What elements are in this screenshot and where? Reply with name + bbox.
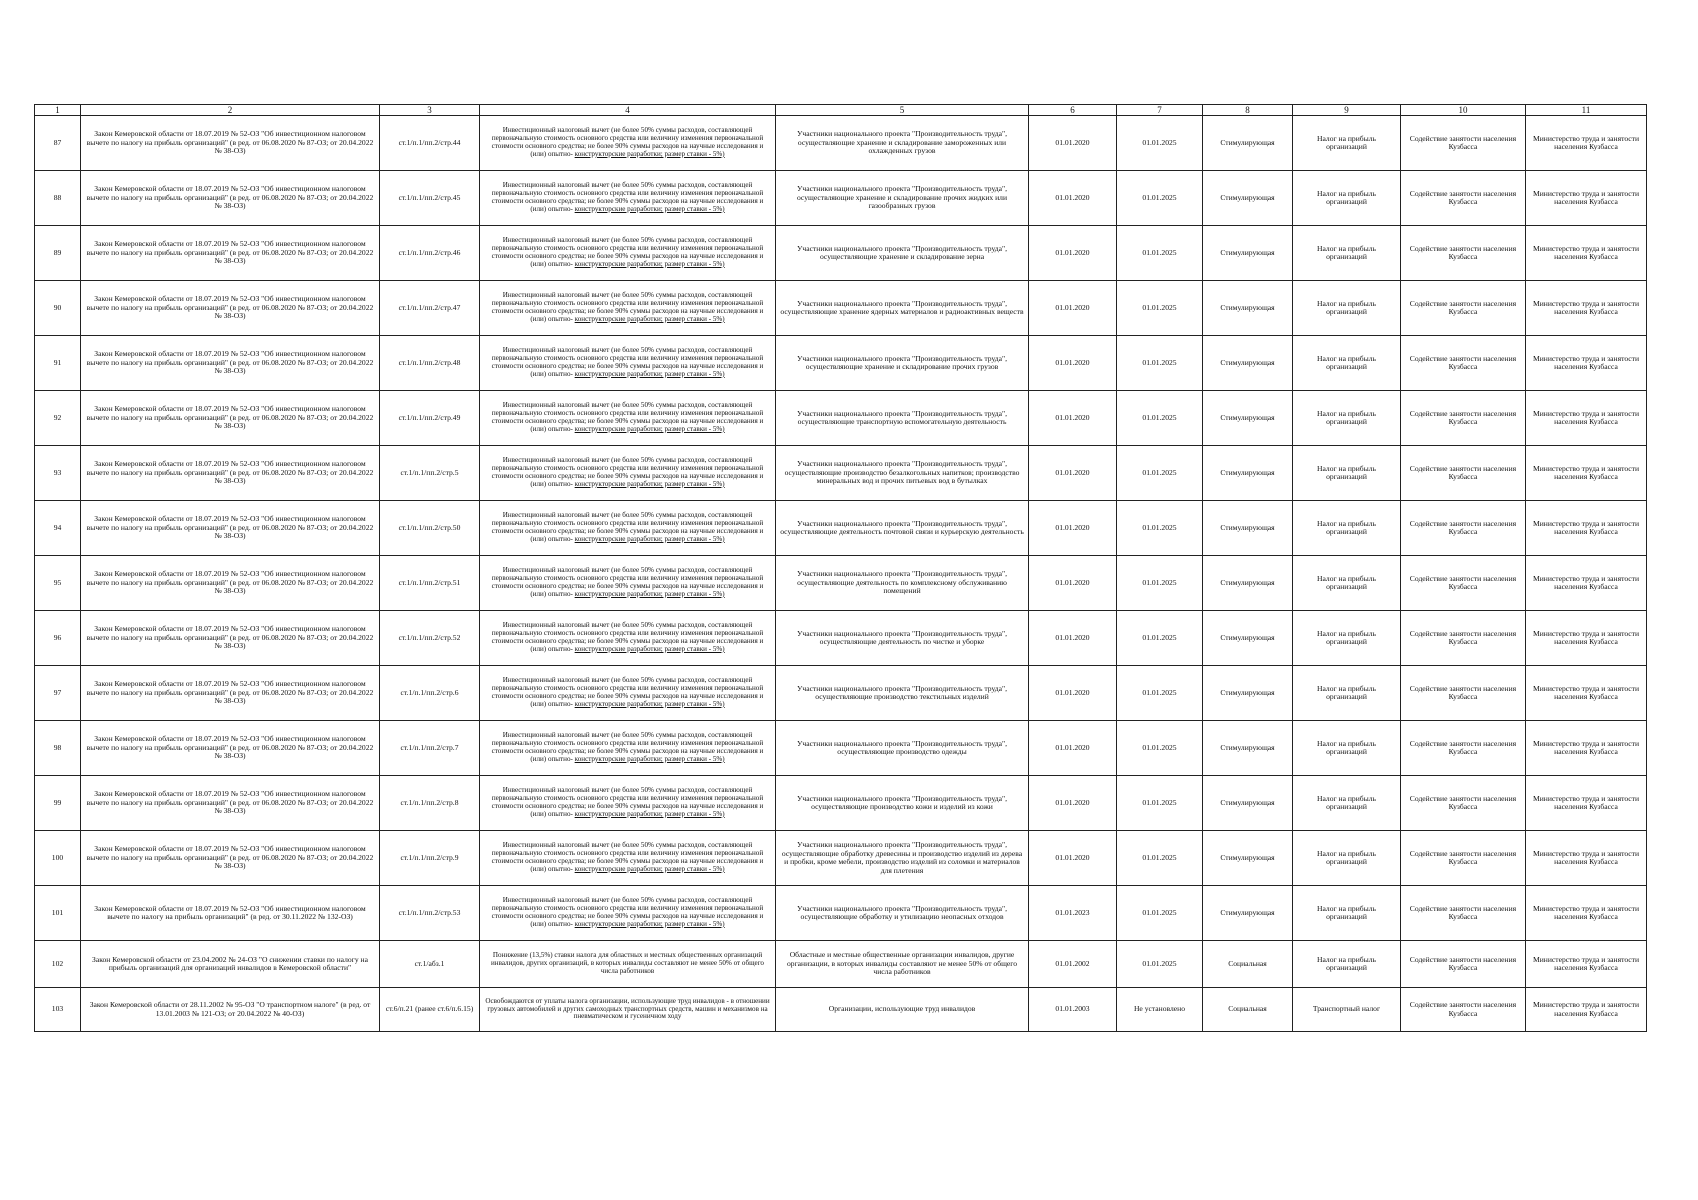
law-reference-cell: Закон Кемеровской области от 18.07.2019 № 52-ОЗ "Об инвестиционном налоговом вычете по налогу на прибыль организаций" (в ред. от 06.08.2020 № 87-ОЗ; от 20.04.2022 № 38-ОЗ) bbox=[81, 281, 380, 336]
curator-cell: Министерство труда и занятости населения Кузбасса bbox=[1526, 611, 1647, 666]
column-header-10: 10 bbox=[1401, 105, 1526, 116]
end-date-cell: 01.01.2025 bbox=[1117, 941, 1203, 988]
goal-cell: Содействие занятости населения Кузбасса bbox=[1401, 556, 1526, 611]
benefit-type-cell: Стимулирующая bbox=[1203, 391, 1293, 446]
end-date-cell: 01.01.2025 bbox=[1117, 501, 1203, 556]
start-date-cell: 01.01.2003 bbox=[1029, 988, 1117, 1032]
benefit-type-cell: Стимулирующая bbox=[1203, 611, 1293, 666]
curator-cell: Министерство труда и занятости населения Кузбасса bbox=[1526, 988, 1647, 1032]
column-header-11: 11 bbox=[1526, 105, 1647, 116]
benefit-description-tail: конструкторские разработки; размер ставки - 5%) bbox=[574, 424, 725, 433]
column-header-6: 6 bbox=[1029, 105, 1117, 116]
start-date-cell: 01.01.2020 bbox=[1029, 281, 1117, 336]
benefit-description-text: Инвестиционный налоговый вычет (не более 50% суммы расходов, составляющей первоначальную стоимость основного средства или величину изменения первоначальной стоимости основного средства; не более 90% суммы расходов на научные исследования и (или) опытно- bbox=[491, 566, 764, 598]
end-date-cell: 01.01.2025 bbox=[1117, 171, 1203, 226]
start-date-cell: 01.01.2020 bbox=[1029, 336, 1117, 391]
benefit-type-cell: Стимулирующая bbox=[1203, 501, 1293, 556]
curator-cell: Министерство труда и занятости населения Кузбасса bbox=[1526, 446, 1647, 501]
row-number-cell: 99 bbox=[35, 776, 81, 831]
benefit-description-cell bbox=[480, 446, 776, 501]
benefit-description-cell bbox=[480, 171, 776, 226]
benefit-description-text: Инвестиционный налоговый вычет (не более 50% суммы расходов, составляющей первоначальную стоимость основного средства или величину изменения первоначальной стоимости основного средства; не более 90% суммы расходов на научные исследования и (или) опытно- bbox=[491, 621, 764, 653]
column-header-5: 5 bbox=[776, 105, 1029, 116]
benefit-type-cell: Стимулирующая bbox=[1203, 336, 1293, 391]
end-date-cell: 01.01.2025 bbox=[1117, 281, 1203, 336]
row-number-cell: 97 bbox=[35, 666, 81, 721]
tax-name-cell: Налог на прибыль организаций bbox=[1293, 501, 1401, 556]
article-reference-cell: ст.1/п.1/пп.2/стр.45 bbox=[380, 171, 480, 226]
start-date-cell: 01.01.2002 bbox=[1029, 941, 1117, 988]
column-header-9: 9 bbox=[1293, 105, 1401, 116]
end-date-cell: 01.01.2025 bbox=[1117, 886, 1203, 941]
start-date-cell: 01.01.2020 bbox=[1029, 501, 1117, 556]
row-number-cell: 103 bbox=[35, 988, 81, 1032]
benefit-description-tail: конструкторские разработки; размер ставки - 5%) bbox=[574, 534, 725, 543]
benefit-description-cell bbox=[480, 831, 776, 886]
beneficiaries-cell: Участники национального проекта "Производительность труда", осуществляющие обработку и утилизацию неопасных отходов bbox=[776, 886, 1029, 941]
start-date-cell: 01.01.2020 bbox=[1029, 611, 1117, 666]
goal-cell: Содействие занятости населения Кузбасса bbox=[1401, 666, 1526, 721]
tax-name-cell: Налог на прибыль организаций bbox=[1293, 556, 1401, 611]
tax-name-cell: Налог на прибыль организаций bbox=[1293, 666, 1401, 721]
tax-name-cell: Налог на прибыль организаций bbox=[1293, 776, 1401, 831]
benefit-description-cell bbox=[480, 116, 776, 171]
benefit-description-cell bbox=[480, 988, 776, 1032]
article-reference-cell: ст.1/п.1/пп.2/стр.49 bbox=[380, 391, 480, 446]
benefit-type-cell: Стимулирующая bbox=[1203, 556, 1293, 611]
tax-name-cell: Налог на прибыль организаций bbox=[1293, 446, 1401, 501]
row-number-cell: 95 bbox=[35, 556, 81, 611]
column-header-2: 2 bbox=[81, 105, 380, 116]
article-reference-cell: ст.1/п.1/пп.2/стр.47 bbox=[380, 281, 480, 336]
law-reference-cell: Закон Кемеровской области от 18.07.2019 № 52-ОЗ "Об инвестиционном налоговом вычете по налогу на прибыль организаций" (в ред. от 06.08.2020 № 87-ОЗ; от 20.04.2022 № 38-ОЗ) bbox=[81, 501, 380, 556]
article-reference-cell: ст.1/п.1/пп.2/стр.7 bbox=[380, 721, 480, 776]
benefit-description-tail: конструкторские разработки; размер ставки - 5%) bbox=[574, 149, 725, 158]
benefit-description-tail: конструкторские разработки; размер ставки - 5%) bbox=[574, 809, 725, 818]
beneficiaries-cell: Участники национального проекта "Производительность труда", осуществляющие хранение ядерных материалов и радиоактивных веществ bbox=[776, 281, 1029, 336]
benefit-description-cell bbox=[480, 886, 776, 941]
start-date-cell: 01.01.2020 bbox=[1029, 556, 1117, 611]
registry-sheet bbox=[34, 104, 1646, 1032]
row-number-cell: 93 bbox=[35, 446, 81, 501]
end-date-cell: 01.01.2025 bbox=[1117, 831, 1203, 886]
row-number-cell: 91 bbox=[35, 336, 81, 391]
benefit-type-cell: Стимулирующая bbox=[1203, 831, 1293, 886]
start-date-cell: 01.01.2020 bbox=[1029, 776, 1117, 831]
start-date-cell: 01.01.2020 bbox=[1029, 116, 1117, 171]
beneficiaries-cell: Участники национального проекта "Производительность труда", осуществляющие транспортную вспомогательную деятельность bbox=[776, 391, 1029, 446]
article-reference-cell: ст.1/п.1/пп.2/стр.5 bbox=[380, 446, 480, 501]
article-reference-cell: ст.1/п.1/пп.2/стр.46 bbox=[380, 226, 480, 281]
goal-cell: Содействие занятости населения Кузбасса bbox=[1401, 886, 1526, 941]
benefit-description-cell bbox=[480, 391, 776, 446]
table-row bbox=[35, 171, 1647, 226]
law-reference-cell: Закон Кемеровской области от 18.07.2019 № 52-ОЗ "Об инвестиционном налоговом вычете по налогу на прибыль организаций" (в ред. от 06.08.2020 № 87-ОЗ; от 20.04.2022 № 38-ОЗ) bbox=[81, 171, 380, 226]
table-row bbox=[35, 336, 1647, 391]
start-date-cell: 01.01.2020 bbox=[1029, 391, 1117, 446]
table-row bbox=[35, 666, 1647, 721]
curator-cell: Министерство труда и занятости населения Кузбасса bbox=[1526, 666, 1647, 721]
beneficiaries-cell: Организации, использующие труд инвалидов bbox=[776, 988, 1029, 1032]
article-reference-cell: ст.1/п.1/пп.2/стр.44 bbox=[380, 116, 480, 171]
benefit-description-cell bbox=[480, 226, 776, 281]
benefit-description-cell bbox=[480, 336, 776, 391]
column-header-4: 4 bbox=[480, 105, 776, 116]
beneficiaries-cell: Участники национального проекта "Производительность труда", осуществляющие хранение и складирование замороженных или охлажденных грузов bbox=[776, 116, 1029, 171]
curator-cell: Министерство труда и занятости населения Кузбасса bbox=[1526, 831, 1647, 886]
tax-name-cell: Налог на прибыль организаций bbox=[1293, 831, 1401, 886]
beneficiaries-cell: Участники национального проекта "Производительность труда", осуществляющие деятельность по комплексному обслуживанию помещений bbox=[776, 556, 1029, 611]
article-reference-cell: ст.1/п.1/пп.2/стр.6 bbox=[380, 666, 480, 721]
benefit-description-text: Инвестиционный налоговый вычет (не более 50% суммы расходов, составляющей первоначальную стоимость основного средства или величину изменения первоначальной стоимости основного средства; не более 90% суммы расходов на научные исследования и (или) опытно- bbox=[491, 896, 764, 928]
start-date-cell: 01.01.2020 bbox=[1029, 171, 1117, 226]
row-number-cell: 102 bbox=[35, 941, 81, 988]
row-number-cell: 101 bbox=[35, 886, 81, 941]
table-row bbox=[35, 281, 1647, 336]
benefit-description-text: Инвестиционный налоговый вычет (не более 50% суммы расходов, составляющей первоначальную стоимость основного средства или величину изменения первоначальной стоимости основного средства; не более 90% суммы расходов на научные исследования и (или) опытно- bbox=[491, 841, 764, 873]
law-reference-cell: Закон Кемеровской области от 28.11.2002 № 95-ОЗ "О транспортном налоге" (в ред. от 13.01.2003 № 121-ОЗ; от 20.04.2022 № 40-ОЗ) bbox=[81, 988, 380, 1032]
row-number-cell: 90 bbox=[35, 281, 81, 336]
law-reference-cell: Закон Кемеровской области от 18.07.2019 № 52-ОЗ "Об инвестиционном налоговом вычете по налогу на прибыль организаций" (в ред. от 06.08.2020 № 87-ОЗ; от 20.04.2022 № 38-ОЗ) bbox=[81, 831, 380, 886]
article-reference-cell: ст.1/п.1/пп.2/стр.51 bbox=[380, 556, 480, 611]
row-number-cell: 88 bbox=[35, 171, 81, 226]
law-reference-cell: Закон Кемеровской области от 18.07.2019 № 52-ОЗ "Об инвестиционном налоговом вычете по налогу на прибыль организаций" (в ред. от 06.08.2020 № 87-ОЗ; от 20.04.2022 № 38-ОЗ) bbox=[81, 446, 380, 501]
benefit-description-text: Инвестиционный налоговый вычет (не более 50% суммы расходов, составляющей первоначальную стоимость основного средства или величину изменения первоначальной стоимости основного средства; не более 90% суммы расходов на научные исследования и (или) опытно- bbox=[491, 181, 764, 213]
benefit-description-text: Инвестиционный налоговый вычет (не более 50% суммы расходов, составляющей первоначальную стоимость основного средства или величину изменения первоначальной стоимости основного средства; не более 90% суммы расходов на научные исследования и (или) опытно- bbox=[491, 786, 764, 818]
benefit-description-tail: конструкторские разработки; размер ставки - 5%) bbox=[574, 314, 725, 323]
goal-cell: Содействие занятости населения Кузбасса bbox=[1401, 831, 1526, 886]
start-date-cell: 01.01.2020 bbox=[1029, 721, 1117, 776]
benefit-description-tail: конструкторские разработки; размер ставки - 5%) bbox=[574, 479, 725, 488]
start-date-cell: 01.01.2020 bbox=[1029, 831, 1117, 886]
end-date-cell: 01.01.2025 bbox=[1117, 336, 1203, 391]
benefit-description-cell bbox=[480, 666, 776, 721]
article-reference-cell: ст.1/п.1/пп.2/стр.48 bbox=[380, 336, 480, 391]
beneficiaries-cell: Участники национального проекта "Производительность труда", осуществляющие хранение и складирование прочих жидких или газообразных грузов bbox=[776, 171, 1029, 226]
article-reference-cell: ст.1/п.1/пп.2/стр.9 bbox=[380, 831, 480, 886]
tax-name-cell: Налог на прибыль организаций bbox=[1293, 391, 1401, 446]
column-header-8: 8 bbox=[1203, 105, 1293, 116]
benefit-description-tail: конструкторские разработки; размер ставки - 5%) bbox=[574, 369, 725, 378]
beneficiaries-cell: Участники национального проекта "Производительность труда", осуществляющие деятельность почтовой связи и курьерскую деятельность bbox=[776, 501, 1029, 556]
goal-cell: Содействие занятости населения Кузбасса bbox=[1401, 226, 1526, 281]
beneficiaries-cell: Участники национального проекта "Производительность труда", осуществляющие хранение и складирование прочих грузов bbox=[776, 336, 1029, 391]
benefit-description-text: Инвестиционный налоговый вычет (не более 50% суммы расходов, составляющей первоначальную стоимость основного средства или величину изменения первоначальной стоимости основного средства; не более 90% суммы расходов на научные исследования и (или) опытно- bbox=[491, 456, 764, 488]
beneficiaries-cell: Участники национального проекта "Производительность труда", осуществляющие хранение и складирование зерна bbox=[776, 226, 1029, 281]
law-reference-cell: Закон Кемеровской области от 18.07.2019 № 52-ОЗ "Об инвестиционном налоговом вычете по налогу на прибыль организаций" (в ред. от 06.08.2020 № 87-ОЗ; от 20.04.2022 № 38-ОЗ) bbox=[81, 721, 380, 776]
table-row bbox=[35, 988, 1647, 1032]
law-reference-cell: Закон Кемеровской области от 18.07.2019 № 52-ОЗ "Об инвестиционном налоговом вычете по налогу на прибыль организаций" (в ред. от 06.08.2020 № 87-ОЗ; от 20.04.2022 № 38-ОЗ) bbox=[81, 556, 380, 611]
table-body bbox=[35, 116, 1647, 1032]
end-date-cell: 01.01.2025 bbox=[1117, 446, 1203, 501]
end-date-cell: 01.01.2025 bbox=[1117, 226, 1203, 281]
curator-cell: Министерство труда и занятости населения Кузбасса bbox=[1526, 281, 1647, 336]
benefit-type-cell: Социальная bbox=[1203, 941, 1293, 988]
benefit-type-cell: Стимулирующая bbox=[1203, 171, 1293, 226]
benefit-description-text: Инвестиционный налоговый вычет (не более 50% суммы расходов, составляющей первоначальную стоимость основного средства или величину изменения первоначальной стоимости основного средства; не более 90% суммы расходов на научные исследования и (или) опытно- bbox=[491, 291, 764, 323]
table-row bbox=[35, 391, 1647, 446]
benefit-description-cell bbox=[480, 776, 776, 831]
benefit-description-tail: конструкторские разработки; размер ставки - 5%) bbox=[574, 259, 725, 268]
end-date-cell: Не установлено bbox=[1117, 988, 1203, 1032]
table-row bbox=[35, 886, 1647, 941]
benefit-description-text: Инвестиционный налоговый вычет (не более 50% суммы расходов, составляющей первоначальную стоимость основного средства или величину изменения первоначальной стоимости основного средства; не более 90% суммы расходов на научные исследования и (или) опытно- bbox=[491, 511, 764, 543]
goal-cell: Содействие занятости населения Кузбасса bbox=[1401, 776, 1526, 831]
table-row bbox=[35, 116, 1647, 171]
start-date-cell: 01.01.2023 bbox=[1029, 886, 1117, 941]
table-row bbox=[35, 611, 1647, 666]
benefit-description-tail: конструкторские разработки; размер ставки - 5%) bbox=[574, 204, 725, 213]
curator-cell: Министерство труда и занятости населения Кузбасса bbox=[1526, 226, 1647, 281]
tax-name-cell: Налог на прибыль организаций bbox=[1293, 171, 1401, 226]
column-header-3: 3 bbox=[380, 105, 480, 116]
benefit-description-tail: конструкторские разработки; размер ставки - 5%) bbox=[574, 919, 725, 928]
goal-cell: Содействие занятости населения Кузбасса bbox=[1401, 116, 1526, 171]
benefit-type-cell: Стимулирующая bbox=[1203, 666, 1293, 721]
law-reference-cell: Закон Кемеровской области от 18.07.2019 № 52-ОЗ "Об инвестиционном налоговом вычете по налогу на прибыль организаций" (в ред. от 06.08.2020 № 87-ОЗ; от 20.04.2022 № 38-ОЗ) bbox=[81, 776, 380, 831]
benefit-description-text: Инвестиционный налоговый вычет (не более 50% суммы расходов, составляющей первоначальную стоимость основного средства или величину изменения первоначальной стоимости основного средства; не более 90% суммы расходов на научные исследования и (или) опытно- bbox=[491, 676, 764, 708]
curator-cell: Министерство труда и занятости населения Кузбасса bbox=[1526, 116, 1647, 171]
article-reference-cell: ст.1/п.1/пп.2/стр.53 bbox=[380, 886, 480, 941]
tax-name-cell: Налог на прибыль организаций bbox=[1293, 226, 1401, 281]
row-number-cell: 94 bbox=[35, 501, 81, 556]
beneficiaries-cell: Участники национального проекта "Производительность труда", осуществляющие производство одежды bbox=[776, 721, 1029, 776]
law-reference-cell: Закон Кемеровской области от 23.04.2002 № 24-ОЗ "О снижении ставки по налогу на прибыль организаций для организаций инвалидов в Кемеровской области" bbox=[81, 941, 380, 988]
beneficiaries-cell: Областные и местные общественные организации инвалидов, другие организации, в которых инвалиды составляют не менее 50% от общего числа работников bbox=[776, 941, 1029, 988]
table-row bbox=[35, 226, 1647, 281]
tax-name-cell: Налог на прибыль организаций bbox=[1293, 336, 1401, 391]
benefit-description-tail: конструкторские разработки; размер ставки - 5%) bbox=[574, 754, 725, 763]
benefit-description-text: Инвестиционный налоговый вычет (не более 50% суммы расходов, составляющей первоначальную стоимость основного средства или величину изменения первоначальной стоимости основного средства; не более 90% суммы расходов на научные исследования и (или) опытно- bbox=[491, 126, 764, 158]
article-reference-cell: ст.1/п.1/пп.2/стр.52 bbox=[380, 611, 480, 666]
benefit-description-tail: конструкторские разработки; размер ставки - 5%) bbox=[574, 864, 725, 873]
benefit-description-text: Инвестиционный налоговый вычет (не более 50% суммы расходов, составляющей первоначальную стоимость основного средства или величину изменения первоначальной стоимости основного средства; не более 90% суммы расходов на научные исследования и (или) опытно- bbox=[491, 236, 764, 268]
article-reference-cell: ст.1/п.1/пп.2/стр.50 bbox=[380, 501, 480, 556]
benefit-description-tail: конструкторские разработки; размер ставки - 5%) bbox=[574, 699, 725, 708]
curator-cell: Министерство труда и занятости населения Кузбасса bbox=[1526, 391, 1647, 446]
goal-cell: Содействие занятости населения Кузбасса bbox=[1401, 281, 1526, 336]
table-row bbox=[35, 501, 1647, 556]
benefit-type-cell: Стимулирующая bbox=[1203, 886, 1293, 941]
law-reference-cell: Закон Кемеровской области от 18.07.2019 № 52-ОЗ "Об инвестиционном налоговом вычете по налогу на прибыль организаций" (в ред. от 06.08.2020 № 87-ОЗ; от 20.04.2022 № 38-ОЗ) bbox=[81, 391, 380, 446]
row-number-cell: 98 bbox=[35, 721, 81, 776]
tax-name-cell: Налог на прибыль организаций bbox=[1293, 116, 1401, 171]
law-reference-cell: Закон Кемеровской области от 18.07.2019 № 52-ОЗ "Об инвестиционном налоговом вычете по налогу на прибыль организаций" (в ред. от 06.08.2020 № 87-ОЗ; от 20.04.2022 № 38-ОЗ) bbox=[81, 336, 380, 391]
table-row bbox=[35, 721, 1647, 776]
curator-cell: Министерство труда и занятости населения Кузбасса bbox=[1526, 941, 1647, 988]
curator-cell: Министерство труда и занятости населения Кузбасса bbox=[1526, 336, 1647, 391]
column-header-7: 7 bbox=[1117, 105, 1203, 116]
benefit-type-cell: Стимулирующая bbox=[1203, 721, 1293, 776]
benefit-type-cell: Стимулирующая bbox=[1203, 446, 1293, 501]
tax-name-cell: Налог на прибыль организаций bbox=[1293, 611, 1401, 666]
beneficiaries-cell: Участники национального проекта "Производительность труда", осуществляющие производство кожи и изделий из кожи bbox=[776, 776, 1029, 831]
end-date-cell: 01.01.2025 bbox=[1117, 391, 1203, 446]
benefit-type-cell: Стимулирующая bbox=[1203, 226, 1293, 281]
benefit-description-cell bbox=[480, 281, 776, 336]
curator-cell: Министерство труда и занятости населения Кузбасса bbox=[1526, 721, 1647, 776]
curator-cell: Министерство труда и занятости населения Кузбасса bbox=[1526, 171, 1647, 226]
beneficiaries-cell: Участники национального проекта "Производительность труда", осуществляющие деятельность по чистке и уборке bbox=[776, 611, 1029, 666]
goal-cell: Содействие занятости населения Кузбасса bbox=[1401, 446, 1526, 501]
goal-cell: Содействие занятости населения Кузбасса bbox=[1401, 988, 1526, 1032]
benefit-description-cell bbox=[480, 501, 776, 556]
goal-cell: Содействие занятости населения Кузбасса bbox=[1401, 501, 1526, 556]
benefit-description-text: Инвестиционный налоговый вычет (не более 50% суммы расходов, составляющей первоначальную стоимость основного средства или величину изменения первоначальной стоимости основного средства; не более 90% суммы расходов на научные исследования и (или) опытно- bbox=[491, 731, 764, 763]
goal-cell: Содействие занятости населения Кузбасса bbox=[1401, 391, 1526, 446]
benefit-description-text: Инвестиционный налоговый вычет (не более 50% суммы расходов, составляющей первоначальную стоимость основного средства или величину изменения первоначальной стоимости основного средства; не более 90% суммы расходов на научные исследования и (или) опытно- bbox=[491, 346, 764, 378]
end-date-cell: 01.01.2025 bbox=[1117, 611, 1203, 666]
tax-name-cell: Налог на прибыль организаций bbox=[1293, 281, 1401, 336]
benefit-description-cell bbox=[480, 611, 776, 666]
row-number-cell: 96 bbox=[35, 611, 81, 666]
end-date-cell: 01.01.2025 bbox=[1117, 666, 1203, 721]
row-number-cell: 100 bbox=[35, 831, 81, 886]
goal-cell: Содействие занятости населения Кузбасса bbox=[1401, 611, 1526, 666]
tax-name-cell: Налог на прибыль организаций bbox=[1293, 721, 1401, 776]
goal-cell: Содействие занятости населения Кузбасса bbox=[1401, 171, 1526, 226]
article-reference-cell: ст.1/п.1/пп.2/стр.8 bbox=[380, 776, 480, 831]
tax-benefits-table bbox=[34, 104, 1647, 1032]
end-date-cell: 01.01.2025 bbox=[1117, 116, 1203, 171]
law-reference-cell: Закон Кемеровской области от 18.07.2019 № 52-ОЗ "Об инвестиционном налоговом вычете по налогу на прибыль организаций" (в ред. от 06.08.2020 № 87-ОЗ; от 20.04.2022 № 38-ОЗ) bbox=[81, 666, 380, 721]
benefit-description-tail: конструкторские разработки; размер ставки - 5%) bbox=[574, 589, 725, 598]
curator-cell: Министерство труда и занятости населения Кузбасса bbox=[1526, 556, 1647, 611]
benefit-description-cell bbox=[480, 721, 776, 776]
goal-cell: Содействие занятости населения Кузбасса bbox=[1401, 336, 1526, 391]
end-date-cell: 01.01.2025 bbox=[1117, 776, 1203, 831]
benefit-description-text: Понижение (13,5%) ставки налога для областных и местных общественных организаций инвалидов, других организаций, в которых инвалиды составляют не менее 50% от общего числа работников bbox=[491, 951, 764, 975]
law-reference-cell: Закон Кемеровской области от 18.07.2019 № 52-ОЗ "Об инвестиционном налоговом вычете по налогу на прибыль организаций" (в ред. от 06.08.2020 № 87-ОЗ; от 20.04.2022 № 38-ОЗ) bbox=[81, 116, 380, 171]
beneficiaries-cell: Участники национального проекта "Производительность труда", осуществляющие обработку древесины и производство изделий из дерева и пробки, кроме мебели, производство изделий из соломки и материалов для плетения bbox=[776, 831, 1029, 886]
goal-cell: Содействие занятости населения Кузбасса bbox=[1401, 721, 1526, 776]
beneficiaries-cell: Участники национального проекта "Производительность труда", осуществляющие производство текстильных изделий bbox=[776, 666, 1029, 721]
table-row bbox=[35, 556, 1647, 611]
start-date-cell: 01.01.2020 bbox=[1029, 226, 1117, 281]
benefit-description-cell bbox=[480, 941, 776, 988]
header-row bbox=[35, 105, 1647, 116]
curator-cell: Министерство труда и занятости населения Кузбасса bbox=[1526, 501, 1647, 556]
beneficiaries-cell: Участники национального проекта "Производительность труда", осуществляющие производство безалкогольных напитков; производство минеральных вод и прочих питьевых вод в бутылках bbox=[776, 446, 1029, 501]
benefit-type-cell: Стимулирующая bbox=[1203, 776, 1293, 831]
tax-name-cell: Транспортный налог bbox=[1293, 988, 1401, 1032]
start-date-cell: 01.01.2020 bbox=[1029, 446, 1117, 501]
article-reference-cell: ст.1/абз.1 bbox=[380, 941, 480, 988]
tax-name-cell: Налог на прибыль организаций bbox=[1293, 886, 1401, 941]
table-row bbox=[35, 941, 1647, 988]
benefit-description-tail: конструкторские разработки; размер ставки - 5%) bbox=[574, 644, 725, 653]
law-reference-cell: Закон Кемеровской области от 18.07.2019 № 52-ОЗ "Об инвестиционном налоговом вычете по налогу на прибыль организаций" (в ред. от 30.11.2022 № 132-ОЗ) bbox=[81, 886, 380, 941]
benefit-type-cell: Социальная bbox=[1203, 988, 1293, 1032]
law-reference-cell: Закон Кемеровской области от 18.07.2019 № 52-ОЗ "Об инвестиционном налоговом вычете по налогу на прибыль организаций" (в ред. от 06.08.2020 № 87-ОЗ; от 20.04.2022 № 38-ОЗ) bbox=[81, 226, 380, 281]
row-number-cell: 87 bbox=[35, 116, 81, 171]
table-row bbox=[35, 776, 1647, 831]
article-reference-cell: ст.6/п.21 (ранее ст.6/п.6.15) bbox=[380, 988, 480, 1032]
end-date-cell: 01.01.2025 bbox=[1117, 721, 1203, 776]
column-header-1: 1 bbox=[35, 105, 81, 116]
row-number-cell: 92 bbox=[35, 391, 81, 446]
benefit-type-cell: Стимулирующая bbox=[1203, 116, 1293, 171]
end-date-cell: 01.01.2025 bbox=[1117, 556, 1203, 611]
benefit-type-cell: Стимулирующая bbox=[1203, 281, 1293, 336]
benefit-description-text: Инвестиционный налоговый вычет (не более 50% суммы расходов, составляющей первоначальную стоимость основного средства или величину изменения первоначальной стоимости основного средства; не более 90% суммы расходов на научные исследования и (или) опытно- bbox=[491, 401, 764, 433]
curator-cell: Министерство труда и занятости населения Кузбасса bbox=[1526, 776, 1647, 831]
curator-cell: Министерство труда и занятости населения Кузбасса bbox=[1526, 886, 1647, 941]
benefit-description-text: Освобождаются от уплаты налога организации, использующие труд инвалидов - в отношении грузовых автомобилей и других самоходных транспортных средств, машин и механизмов на пневматическом и гусеничном ходу bbox=[485, 996, 770, 1021]
goal-cell: Содействие занятости населения Кузбасса bbox=[1401, 941, 1526, 988]
benefit-description-cell bbox=[480, 556, 776, 611]
row-number-cell: 89 bbox=[35, 226, 81, 281]
law-reference-cell: Закон Кемеровской области от 18.07.2019 № 52-ОЗ "Об инвестиционном налоговом вычете по налогу на прибыль организаций" (в ред. от 06.08.2020 № 87-ОЗ; от 20.04.2022 № 38-ОЗ) bbox=[81, 611, 380, 666]
start-date-cell: 01.01.2020 bbox=[1029, 666, 1117, 721]
table-row bbox=[35, 446, 1647, 501]
table-row bbox=[35, 831, 1647, 886]
tax-name-cell: Налог на прибыль организаций bbox=[1293, 941, 1401, 988]
